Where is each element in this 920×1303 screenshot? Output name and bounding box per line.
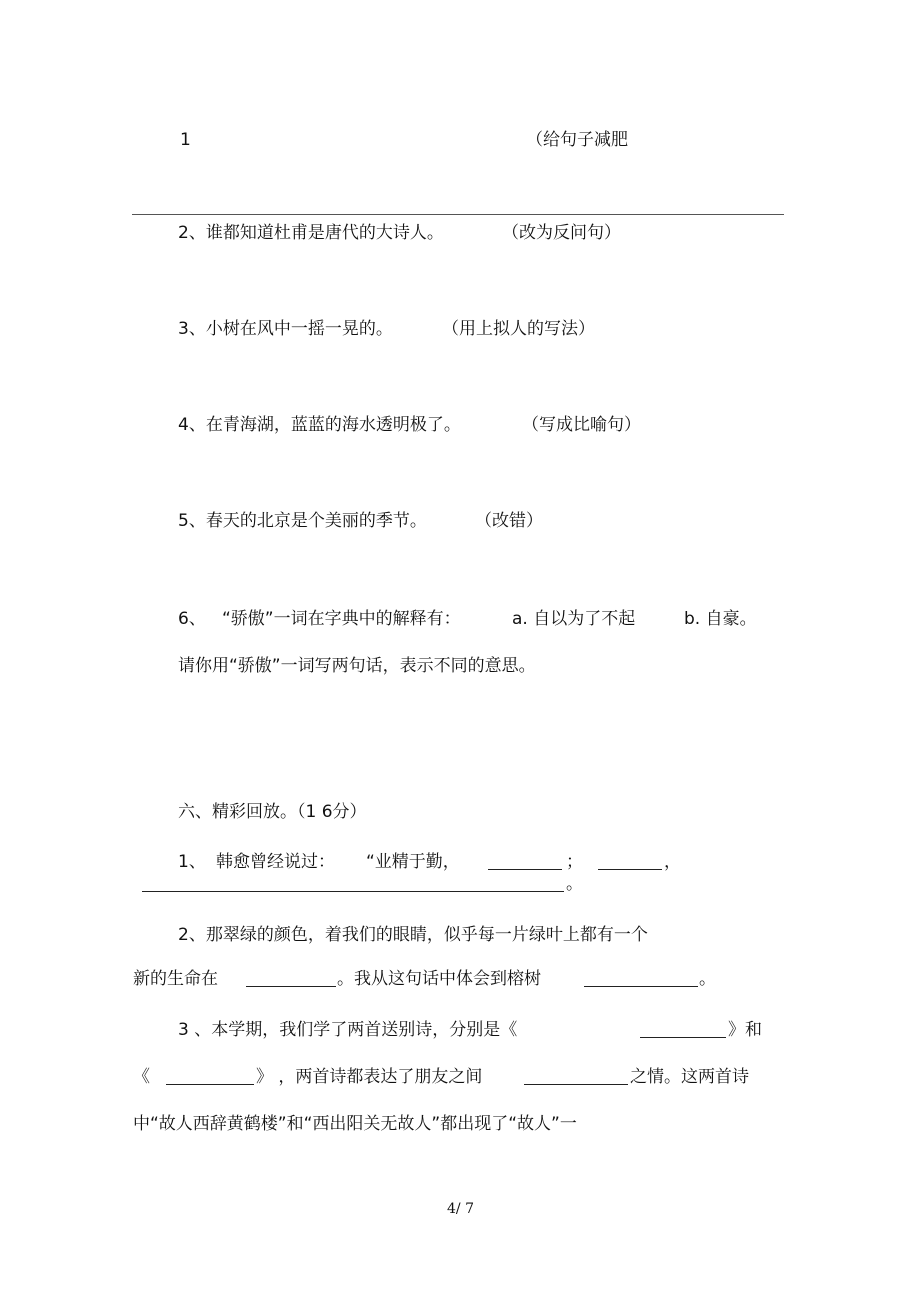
q1-number: 1 xyxy=(180,130,191,150)
q6-instruction: 请你用“骄傲”一词写两句话，表示不同的意思。 xyxy=(178,656,536,676)
item3-line3: 中“故人西辞黄鹤楼”和“西出阳关无故人”都出现了“故人”一 xyxy=(133,1114,577,1134)
section-title: 六、精彩回放。（1 6分） xyxy=(178,802,367,822)
q3-sentence: 3、小树在风中一摇一晃的。 xyxy=(178,319,393,339)
item1-blank-1[interactable] xyxy=(488,853,562,870)
item2-line2-mid: 。我从这句话中体会到榕树 xyxy=(337,969,541,989)
item3-blank-1[interactable] xyxy=(640,1021,726,1038)
item3-line1-end: 》和 xyxy=(728,1020,762,1040)
item1-quote: “业精于勤， xyxy=(366,852,460,872)
item2-line2-end: 。 xyxy=(699,969,716,989)
q4-hint: （写成比喻句） xyxy=(522,415,641,435)
item3-blank-3[interactable] xyxy=(524,1068,628,1085)
item1-end: 。 xyxy=(566,874,583,894)
item1-number: 1、 xyxy=(178,852,206,872)
item2-blank-1[interactable] xyxy=(246,970,336,987)
q5-sentence: 5、春天的北京是个美丽的季节。 xyxy=(178,511,427,531)
q6-option-a: a. 自以为了不起 xyxy=(512,609,636,629)
page-number: 4/ 7 xyxy=(447,1201,474,1217)
divider-line xyxy=(132,214,784,215)
q2-sentence: 2、谁都知道杜甫是唐代的大诗人。 xyxy=(178,223,444,243)
q6-option-b: b. 自豪。 xyxy=(684,609,757,629)
item2-blank-2[interactable] xyxy=(584,970,698,987)
q5-hint: （改错） xyxy=(475,511,543,531)
item2-line2-start: 新的生命在 xyxy=(133,969,218,989)
q6-label: 6、 xyxy=(178,609,206,629)
item1-comma: ， xyxy=(664,852,681,872)
q1-hint: （给句子减肥 xyxy=(526,130,628,150)
q6-text: “骄傲”一词在字典中的解释有： xyxy=(222,609,461,629)
item1-blank-3[interactable] xyxy=(142,875,564,892)
item3-line2-close: 》 ，两首诗都表达了朋友之间 xyxy=(256,1067,483,1087)
q3-hint: （用上拟人的写法） xyxy=(442,319,595,339)
item1-semicolon: ； xyxy=(566,852,583,872)
item3-open-bracket: 《 xyxy=(133,1067,150,1087)
q4-sentence: 4、在青海湖，蓝蓝的海水透明极了。 xyxy=(178,415,461,435)
q2-hint: （改为反问句） xyxy=(502,223,621,243)
item3-line2-end: 之情。这两首诗 xyxy=(630,1067,749,1087)
item3-line1-start: 3 、本学期，我们学了两首送别诗，分别是《 xyxy=(178,1020,518,1040)
item1-text: 韩愈曾经说过： xyxy=(216,852,335,872)
item3-blank-2[interactable] xyxy=(166,1068,254,1085)
item2-line1: 2、那翠绿的颜色，着我们的眼睛，似乎每一片绿叶上都有一个 xyxy=(178,925,648,945)
item1-blank-2[interactable] xyxy=(598,853,662,870)
